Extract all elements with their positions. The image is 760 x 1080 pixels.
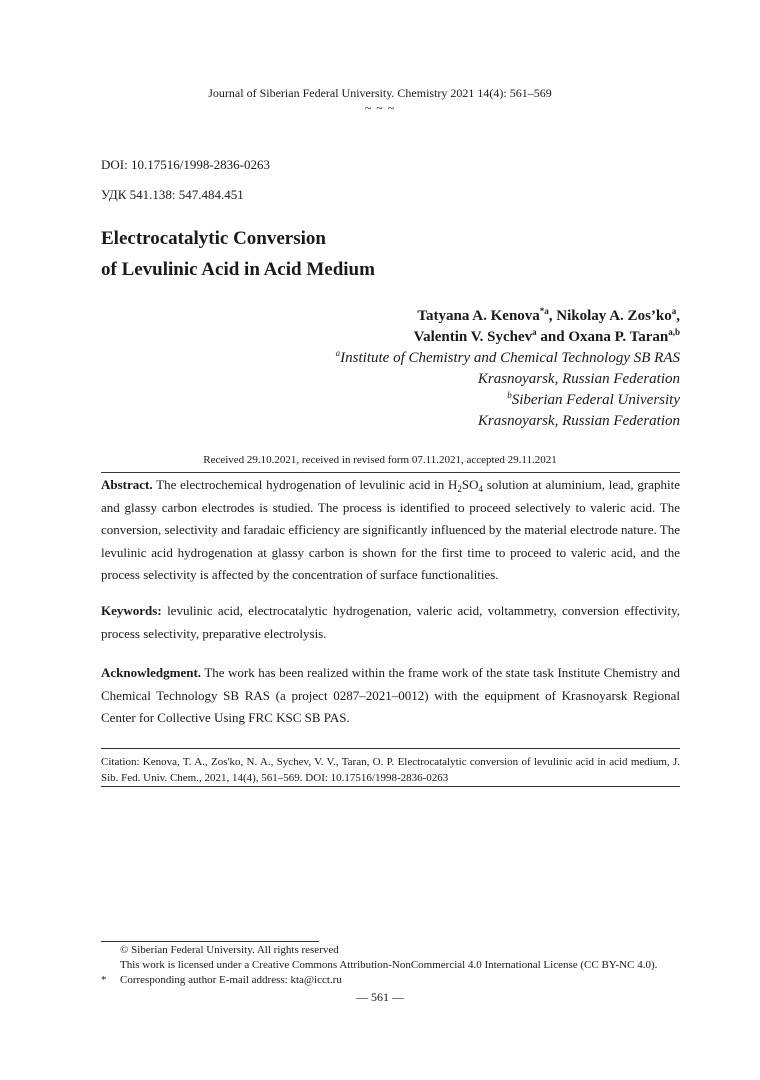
author-sychev: Valentin V. Sychev	[413, 329, 533, 345]
title-line-2: of Levulinic Acid in Acid Medium	[101, 259, 375, 280]
header-separator: ~ ~ ~	[364, 101, 396, 115]
top-divider	[101, 472, 680, 473]
affiliation-a-city: Krasnoyarsk, Russian Federation	[477, 371, 680, 387]
page-number: — 561 —	[356, 990, 404, 1004]
author-block	[336, 306, 680, 432]
affiliation-a: $^a$Institute of Chemistry and Chemical Technology SB RAS	[335, 348, 680, 366]
abstract-paragraph: Abstract. The electrochemical hydrogenation of levulinic acid in $H_2SO_4$ solution at aluminium, lead, graphite and glassy carbon electrodes is studied. The process is identified to proceed selectively to valeric acid. The conversion, selectivity and faradaic efficiency are significantly influenced by the material electrode nature. The levulinic acid hydrogenation at glassy carbon is shown for the first time to proceed to valeric acid, and the process selectivity is affected by the concentration of surface functionalities.	[101, 477, 680, 583]
author-taran: Oxana P. Taran	[568, 329, 669, 345]
keywords-paragraph: Keywords: levulinic acid, electrocatalytic hydrogenation, valeric acid, voltammetry, conversion effectivity, process selectivity, preparative electrolysis.	[101, 603, 680, 641]
author-zosko: Nikolay A. Zos’ko	[556, 308, 672, 324]
footnote-rule	[101, 941, 319, 942]
author-line-1: Tatyana A. Kenova$^{*a}$, Nikolay A. $Zos’ko^a$,	[417, 306, 680, 324]
udk-line: УДК 541.138: 547.484.451	[101, 187, 244, 202]
citation-bottom-rule	[101, 786, 680, 787]
affiliation-b: $^b$Siberian Federal University	[507, 390, 680, 408]
footnote-corresponding: * Corresponding author E-mail address: kta@icct.ru	[101, 974, 342, 986]
citation-text: Citation: Kenova, T. A., Zos'ko, N. A., Sychev, V. V., Taran, O. P. Electrocatalytic conversion of levulinic acid in acid medium, J. Sib. Fed. Univ. Chem., 2021, 14(4), 561–569. DOI: 10.17516/1998-2836-0263	[101, 756, 680, 784]
acknowledgment-paragraph: Acknowledgment. The work has been realized within the frame work of the state task Institute Chemistry and Chemical Technology SB RAS (a project 0287–2021–0012) with the equipment of Krasnoyarsk Regional Center for Collective Using FRC KSC SB PAS.	[101, 665, 681, 726]
doi-line: DOI: 10.17516/1998-2836-0263	[101, 157, 270, 172]
footnote-copyright: © Siberian Federal University. All rights reserved	[120, 944, 339, 956]
title-line-1: Electrocatalytic Conversion	[101, 228, 326, 249]
author-line-2: Valentin V. Sychev$^a$ and Oxana P. Taran$^{a,b}$	[413, 327, 680, 345]
author-kenova: Tatyana A. Kenova	[417, 308, 540, 324]
footnote-license: This work is licensed under a Creative Commons Attribution-NonCommercial 4.0 International License (CC BY-NC 4.0).	[120, 959, 658, 971]
citation-top-rule	[101, 748, 680, 749]
journal-header: Journal of Siberian Federal University. Chemistry 2021 14(4): 561–569	[208, 86, 552, 100]
affiliation-b-city: Krasnoyarsk, Russian Federation	[477, 413, 680, 429]
article-title	[101, 223, 375, 285]
footnotes	[101, 943, 701, 988]
received-dates: Received 29.10.2021, received in revised form 07.11.2021, accepted 29.11.2021	[203, 454, 557, 466]
